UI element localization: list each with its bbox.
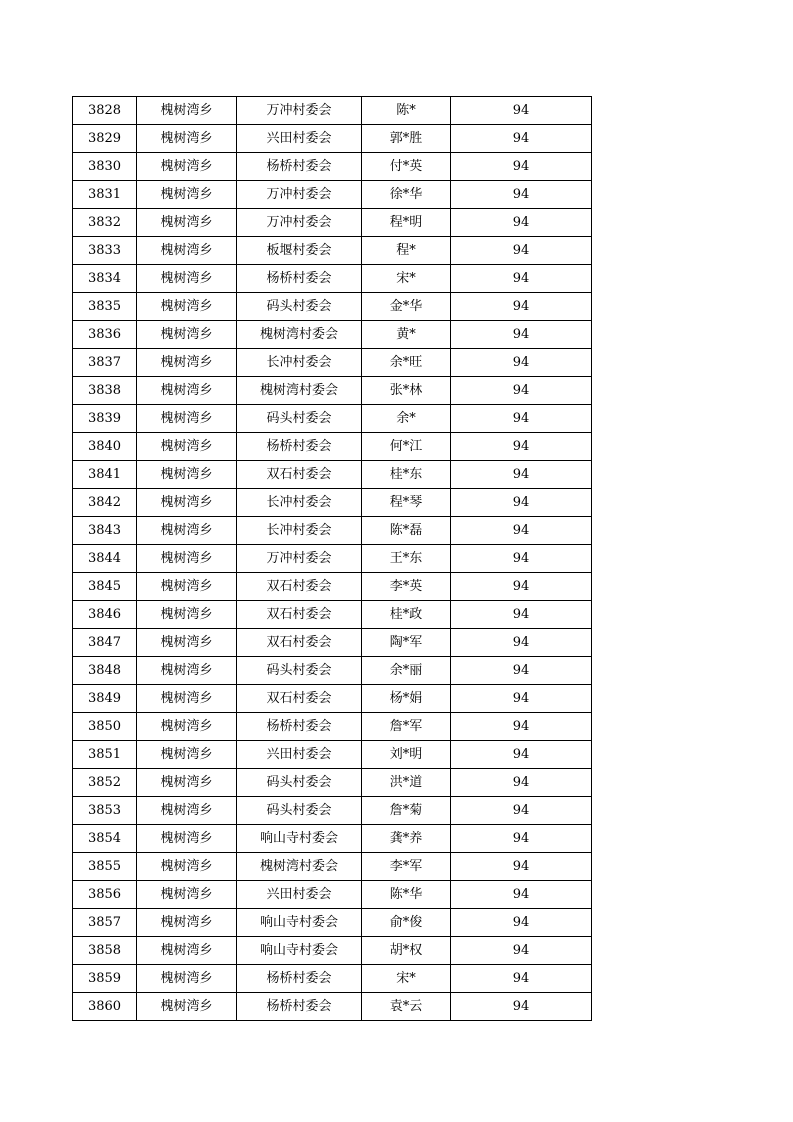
township-cell: 槐树湾乡 [137,489,237,517]
score-cell: 94 [451,545,592,573]
table-row [73,909,592,937]
township-cell: 槐树湾乡 [137,293,237,321]
name-cell: 余* [362,405,451,433]
name-cell: 洪*道 [362,769,451,797]
score-cell: 94 [451,573,592,601]
row-number-cell: 3837 [73,349,137,377]
township-cell: 槐树湾乡 [137,209,237,237]
village-committee-cell: 万冲村委会 [237,97,362,125]
score-cell: 94 [451,965,592,993]
table-row [73,461,592,489]
table-row [73,881,592,909]
table-row [73,349,592,377]
village-committee-cell: 槐树湾村委会 [237,377,362,405]
score-cell: 94 [451,97,592,125]
village-committee-cell: 杨桥村委会 [237,713,362,741]
village-committee-cell: 杨桥村委会 [237,993,362,1021]
score-cell: 94 [451,797,592,825]
row-number-cell: 3831 [73,181,137,209]
township-cell: 槐树湾乡 [137,573,237,601]
table-row [73,97,592,125]
row-number-cell: 3851 [73,741,137,769]
table-row [73,573,592,601]
name-cell: 程*明 [362,209,451,237]
score-cell: 94 [451,293,592,321]
township-cell: 槐树湾乡 [137,377,237,405]
row-number-cell: 3840 [73,433,137,461]
score-cell: 94 [451,153,592,181]
table-row [73,545,592,573]
township-cell: 槐树湾乡 [137,181,237,209]
village-committee-cell: 响山寺村委会 [237,909,362,937]
village-committee-cell: 双石村委会 [237,573,362,601]
row-number-cell: 3848 [73,657,137,685]
village-committee-cell: 码头村委会 [237,657,362,685]
name-cell: 郭*胜 [362,125,451,153]
village-committee-cell: 万冲村委会 [237,209,362,237]
name-cell: 徐*华 [362,181,451,209]
row-number-cell: 3834 [73,265,137,293]
score-cell: 94 [451,265,592,293]
score-cell: 94 [451,629,592,657]
row-number-cell: 3843 [73,517,137,545]
name-cell: 付*英 [362,153,451,181]
table-row [73,293,592,321]
row-number-cell: 3832 [73,209,137,237]
village-committee-cell: 槐树湾村委会 [237,321,362,349]
score-cell: 94 [451,937,592,965]
name-cell: 詹*军 [362,713,451,741]
table-row [73,797,592,825]
township-cell: 槐树湾乡 [137,909,237,937]
name-cell: 程*琴 [362,489,451,517]
table-row [73,769,592,797]
row-number-cell: 3846 [73,601,137,629]
score-cell: 94 [451,321,592,349]
table-row [73,685,592,713]
score-cell: 94 [451,181,592,209]
village-committee-cell: 板堰村委会 [237,237,362,265]
name-cell: 龚*养 [362,825,451,853]
row-number-cell: 3836 [73,321,137,349]
row-number-cell: 3845 [73,573,137,601]
township-cell: 槐树湾乡 [137,825,237,853]
name-cell: 王*东 [362,545,451,573]
name-cell: 陈* [362,97,451,125]
table-row [73,321,592,349]
township-cell: 槐树湾乡 [137,517,237,545]
township-cell: 槐树湾乡 [137,545,237,573]
table-row [73,657,592,685]
name-cell: 张*林 [362,377,451,405]
name-cell: 李*军 [362,853,451,881]
name-cell: 金*华 [362,293,451,321]
row-number-cell: 3852 [73,769,137,797]
table-row [73,265,592,293]
village-committee-cell: 杨桥村委会 [237,265,362,293]
village-committee-cell: 长冲村委会 [237,349,362,377]
township-cell: 槐树湾乡 [137,321,237,349]
row-number-cell: 3854 [73,825,137,853]
row-number-cell: 3860 [73,993,137,1021]
score-cell: 94 [451,489,592,517]
row-number-cell: 3828 [73,97,137,125]
score-cell: 94 [451,881,592,909]
name-cell: 余*旺 [362,349,451,377]
score-cell: 94 [451,825,592,853]
township-cell: 槐树湾乡 [137,853,237,881]
township-cell: 槐树湾乡 [137,433,237,461]
score-cell: 94 [451,377,592,405]
table-row [73,209,592,237]
row-number-cell: 3835 [73,293,137,321]
row-number-cell: 3838 [73,377,137,405]
village-committee-cell: 杨桥村委会 [237,433,362,461]
score-cell: 94 [451,237,592,265]
name-cell: 刘*明 [362,741,451,769]
table-row [73,601,592,629]
name-cell: 程* [362,237,451,265]
name-cell: 李*英 [362,573,451,601]
table-row [73,237,592,265]
name-cell: 袁*云 [362,993,451,1021]
village-committee-cell: 杨桥村委会 [237,965,362,993]
table-row [73,713,592,741]
township-cell: 槐树湾乡 [137,405,237,433]
row-number-cell: 3841 [73,461,137,489]
village-committee-cell: 双石村委会 [237,629,362,657]
table-row [73,125,592,153]
township-cell: 槐树湾乡 [137,601,237,629]
name-cell: 俞*俊 [362,909,451,937]
name-cell: 胡*权 [362,937,451,965]
village-committee-cell: 万冲村委会 [237,181,362,209]
village-committee-cell: 兴田村委会 [237,741,362,769]
table-row [73,517,592,545]
table-row [73,433,592,461]
score-cell: 94 [451,741,592,769]
row-number-cell: 3849 [73,685,137,713]
village-committee-cell: 兴田村委会 [237,125,362,153]
name-cell: 詹*菊 [362,797,451,825]
row-number-cell: 3850 [73,713,137,741]
score-cell: 94 [451,657,592,685]
township-cell: 槐树湾乡 [137,349,237,377]
name-cell: 余*丽 [362,657,451,685]
name-cell: 陈*华 [362,881,451,909]
township-cell: 槐树湾乡 [137,741,237,769]
township-cell: 槐树湾乡 [137,265,237,293]
village-committee-cell: 双石村委会 [237,461,362,489]
table-row [73,377,592,405]
township-cell: 槐树湾乡 [137,629,237,657]
township-cell: 槐树湾乡 [137,657,237,685]
score-cell: 94 [451,769,592,797]
table-row [73,629,592,657]
row-number-cell: 3856 [73,881,137,909]
score-cell: 94 [451,209,592,237]
score-cell: 94 [451,433,592,461]
village-committee-cell: 码头村委会 [237,797,362,825]
row-number-cell: 3829 [73,125,137,153]
score-cell: 94 [451,125,592,153]
score-cell: 94 [451,349,592,377]
village-committee-cell: 万冲村委会 [237,545,362,573]
village-committee-cell: 双石村委会 [237,685,362,713]
name-cell: 陈*磊 [362,517,451,545]
village-committee-cell: 杨桥村委会 [237,153,362,181]
row-number-cell: 3847 [73,629,137,657]
row-number-cell: 3858 [73,937,137,965]
village-committee-cell: 长冲村委会 [237,517,362,545]
name-cell: 宋* [362,965,451,993]
village-committee-cell: 码头村委会 [237,405,362,433]
township-cell: 槐树湾乡 [137,153,237,181]
village-committee-cell: 双石村委会 [237,601,362,629]
village-committee-cell: 码头村委会 [237,769,362,797]
township-cell: 槐树湾乡 [137,685,237,713]
village-committee-cell: 兴田村委会 [237,881,362,909]
row-number-cell: 3844 [73,545,137,573]
township-cell: 槐树湾乡 [137,993,237,1021]
name-cell: 桂*东 [362,461,451,489]
name-cell: 杨*娟 [362,685,451,713]
table-row [73,181,592,209]
table-row [73,825,592,853]
table-row [73,937,592,965]
name-cell: 桂*政 [362,601,451,629]
score-cell: 94 [451,517,592,545]
row-number-cell: 3842 [73,489,137,517]
row-number-cell: 3855 [73,853,137,881]
name-cell: 宋* [362,265,451,293]
score-cell: 94 [451,685,592,713]
village-committee-cell: 槐树湾村委会 [237,853,362,881]
name-cell: 何*江 [362,433,451,461]
score-cell: 94 [451,405,592,433]
score-cell: 94 [451,601,592,629]
table-row [73,853,592,881]
score-cell: 94 [451,853,592,881]
township-cell: 槐树湾乡 [137,881,237,909]
township-cell: 槐树湾乡 [137,713,237,741]
score-cell: 94 [451,713,592,741]
data-table [72,96,592,1021]
table-row [73,489,592,517]
village-committee-cell: 响山寺村委会 [237,937,362,965]
village-committee-cell: 码头村委会 [237,293,362,321]
township-cell: 槐树湾乡 [137,797,237,825]
township-cell: 槐树湾乡 [137,937,237,965]
village-committee-cell: 长冲村委会 [237,489,362,517]
table-body [73,97,592,1021]
row-number-cell: 3839 [73,405,137,433]
row-number-cell: 3833 [73,237,137,265]
table-row [73,741,592,769]
row-number-cell: 3830 [73,153,137,181]
table-row [73,405,592,433]
village-committee-cell: 响山寺村委会 [237,825,362,853]
township-cell: 槐树湾乡 [137,461,237,489]
table-row [73,153,592,181]
name-cell: 黄* [362,321,451,349]
township-cell: 槐树湾乡 [137,237,237,265]
score-cell: 94 [451,461,592,489]
township-cell: 槐树湾乡 [137,125,237,153]
table-row [73,993,592,1021]
score-cell: 94 [451,909,592,937]
township-cell: 槐树湾乡 [137,769,237,797]
row-number-cell: 3859 [73,965,137,993]
township-cell: 槐树湾乡 [137,965,237,993]
township-cell: 槐树湾乡 [137,97,237,125]
score-cell: 94 [451,993,592,1021]
name-cell: 陶*军 [362,629,451,657]
row-number-cell: 3853 [73,797,137,825]
table-row [73,965,592,993]
row-number-cell: 3857 [73,909,137,937]
